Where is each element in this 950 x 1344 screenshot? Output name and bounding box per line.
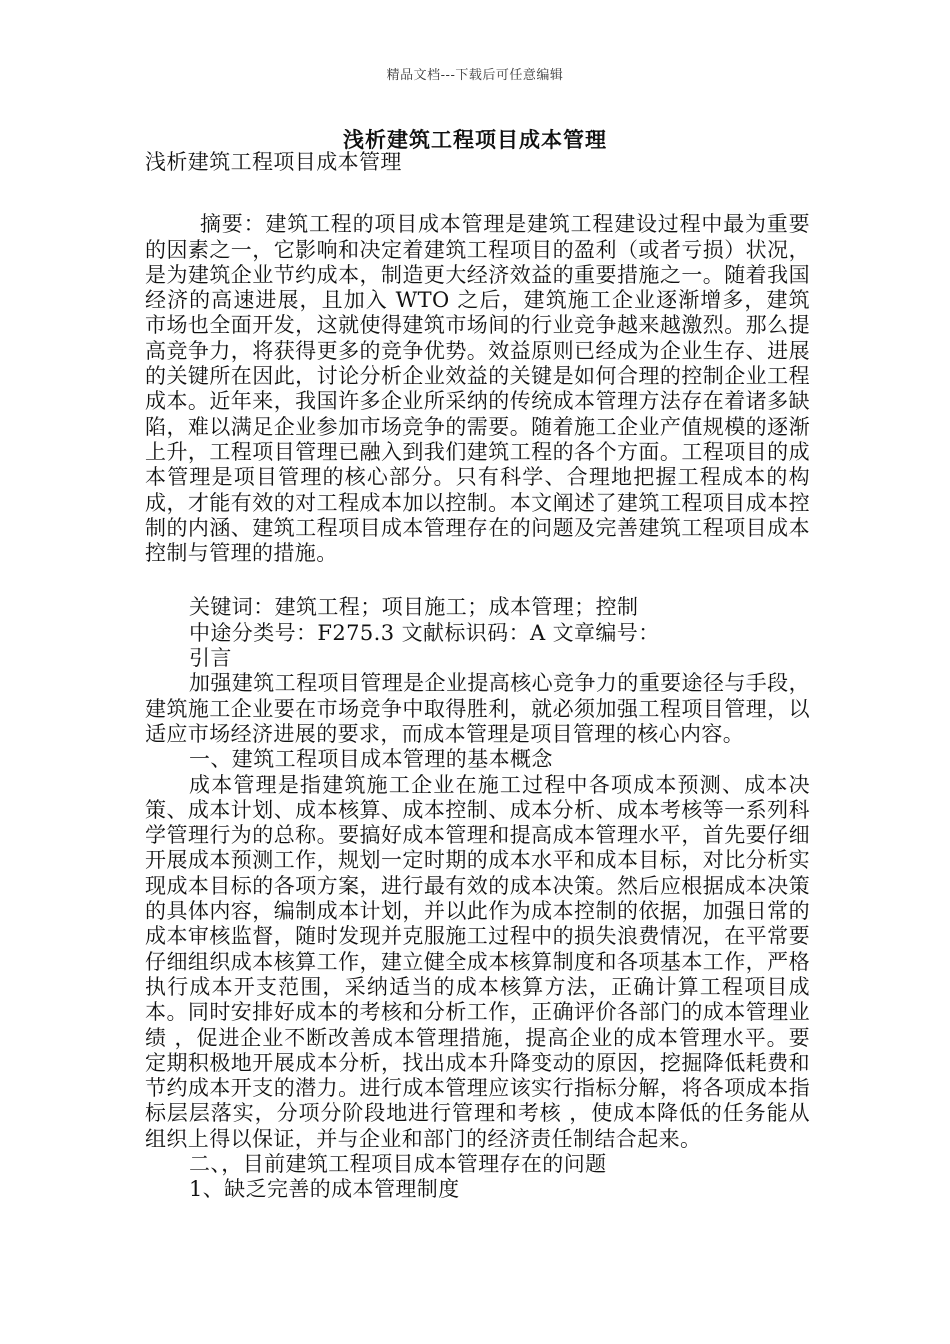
spacer xyxy=(145,175,810,212)
abstract-paragraph: 摘要：建筑工程的项目成本管理是建筑工程建设过程中最为重要的因素之一，它影响和决定着建筑工程项目的盈利（或者亏损）状况，是为建筑企业节约成本，制造更大经济效益的重要措施之一。随着我国经济的高速进展，且加入 WTO 之后，建筑施工企业逐渐增多，建筑市场也全面开发，这就使得建筑市场间的行业竞争越来越激烈。那么提高竞争力，将获得更多的竞争优势。效益原则已经成为企业生存、进展的关键所在因此，讨论分析企业效益的关键是如何合理的控制企业工程成本。近年来，我国许多企业所采纳的传统成本管理方法存在着诸多缺陷，难以满足企业参加市场竞争的需要。随着施工企业产值规模的逐渐上升，工程项目管理已融入到我们建筑工程的各个方面。工程项目的成本管理是项目管理的核心部分。只有科学、合理地把握工程成本的构成，才能有效的对工程成本加以控制。本文阐述了建筑工程项目成本控制的内涵、建筑工程项目成本管理存在的问题及完善建筑工程项目成本控制与管理的措施。 xyxy=(145,212,810,566)
document-title: 浅析建筑工程项目成本管理 xyxy=(343,127,607,152)
section2-subheading: 1、缺乏完善的成本管理制度 xyxy=(189,1177,460,1202)
intro-heading: 引言 xyxy=(189,646,232,671)
keywords-line: 关键词：建筑工程；项目施工；成本管理；控制 xyxy=(189,595,639,620)
document-subtitle: 浅析建筑工程项目成本管理 xyxy=(145,150,402,174)
classification-line: 中途分类号：F275.3 文献标识码：A 文章编号： xyxy=(189,620,660,645)
page-header-note: 精品文档---下载后可任意编辑 xyxy=(386,68,564,83)
section2-heading: 二、，目前建筑工程项目成本管理存在的问题 xyxy=(189,1151,607,1176)
spacer xyxy=(145,566,810,595)
section1-paragraph: 成本管理是指建筑施工企业在施工过程中各项成本预测、成本决策、成本计划、成本核算、成本控制、成本分析、成本考核等一系列科学管理行为的总称。要搞好成本管理和提高成本管理水平，首先要仔细开展成本预测工作，规划一定时期的成本水平和成本目标，对比分析实现成本目标的各项方案，进行最有效的成本决策。然后应根据成本决策的具体内容，编制成本计划，并以此作为成本控制的依据，加强日常的成本审核监督，随时发现并克服施工过程中的损失浪费情况，在平常要仔细组织成本核算工作，建立健全成本核算制度和各项基本工作，严格执行成本开支范围，采纳适当的成本核算方法，正确计算工程项目成本。同时安排好成本的考核和分析工作，正确评价各部门的成本管理业绩 ，促进企业不断改善成本管理措施，提高企业的成本管理水平。要定期积极地开展成本分析，找出成本升降变动的原因，挖掘降低耗费和节约成本开支的潜力。进行成本管理应该实行指标分解，将各项成本指标层层落实，分项分阶段地进行管理和考核 ，使成本降低的任务能从组织上得以保证，并与企业和部门的经济责任制结合起来。 xyxy=(145,772,810,1151)
section1-heading: 一、建筑工程项目成本管理的基本概念 xyxy=(189,747,553,772)
document-body xyxy=(145,150,810,1203)
intro-paragraph: 加强建筑工程项目管理是企业提高核心竞争力的重要途径与手段，建筑施工企业要在市场竞争中取得胜利，就必须加强工程项目管理，以适应市场经济进展的要求，而成本管理是项目管理的核心内容。 xyxy=(145,671,810,746)
